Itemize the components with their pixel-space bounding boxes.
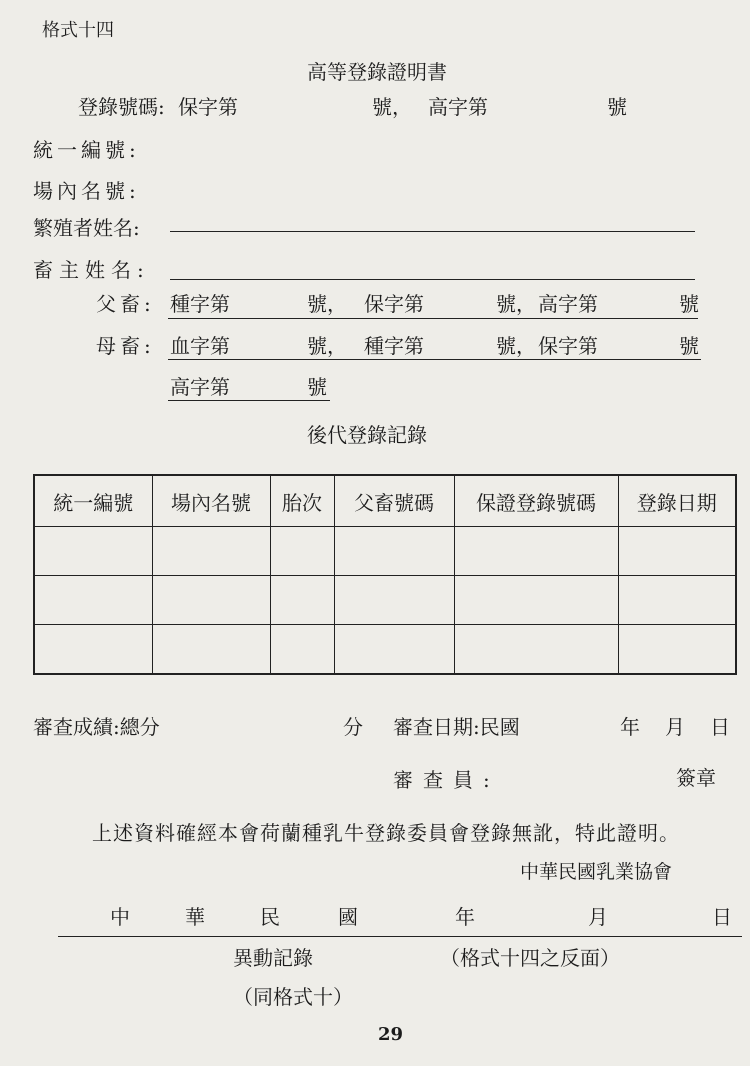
date-char-guo: 國 bbox=[338, 905, 358, 929]
dam-gao-prefix: 高字第 bbox=[170, 375, 230, 399]
change-record-label: 異動記錄 bbox=[233, 946, 313, 970]
review-score-label: 審查成績:總分 bbox=[33, 715, 160, 739]
offspring-header-row bbox=[34, 475, 736, 527]
table-cell bbox=[454, 527, 618, 576]
table-row bbox=[34, 527, 736, 576]
dam-label: 母畜: bbox=[96, 334, 155, 358]
table-cell bbox=[334, 576, 454, 625]
date-char-min: 民 bbox=[260, 905, 280, 929]
dam-bao-suffix: 號 bbox=[679, 334, 699, 358]
sire-zhong-prefix: 種字第 bbox=[170, 292, 230, 316]
dam-gao-line bbox=[168, 400, 330, 401]
owner-name-label: 畜主姓名: bbox=[33, 258, 150, 282]
registration-bao-prefix: 保字第 bbox=[178, 95, 238, 119]
sire-zhong-suffix: 號， bbox=[307, 292, 347, 316]
dam-line bbox=[168, 359, 701, 360]
table-cell bbox=[34, 527, 152, 576]
table-cell bbox=[270, 527, 334, 576]
association-name: 中華民國乳業協會 bbox=[520, 861, 673, 883]
table-cell bbox=[152, 527, 270, 576]
table-cell bbox=[34, 625, 152, 675]
sire-label: 父畜: bbox=[96, 292, 155, 316]
sire-bao-suffix: 號， bbox=[496, 292, 536, 316]
sire-gao-suffix: 號 bbox=[679, 292, 699, 316]
reverse-note: （格式十四之反面） bbox=[440, 946, 620, 970]
table-cell bbox=[618, 576, 736, 625]
dam-bao-prefix: 保字第 bbox=[538, 334, 598, 358]
registration-gao-prefix: 高字第 bbox=[428, 95, 488, 119]
table-cell bbox=[34, 576, 152, 625]
review-date-label: 審查日期:民國 bbox=[393, 715, 520, 739]
divider-line bbox=[58, 936, 742, 937]
dam-xue-suffix: 號， bbox=[307, 334, 347, 358]
table-cell bbox=[454, 625, 618, 675]
registration-gao-suffix: 號 bbox=[607, 95, 627, 119]
form-label: 格式十四 bbox=[42, 20, 114, 41]
farm-name-label: 場內名號: bbox=[33, 179, 140, 203]
dam-zhong-prefix: 種字第 bbox=[364, 334, 424, 358]
table-cell bbox=[618, 527, 736, 576]
same-format-note: （同格式十） bbox=[233, 985, 353, 1009]
sire-gao-prefix: 高字第 bbox=[538, 292, 598, 316]
col-registration-date: 登錄日期 bbox=[618, 475, 736, 527]
date-char-zhong: 中 bbox=[110, 905, 130, 929]
registration-label: 登錄號碼: bbox=[78, 95, 165, 119]
table-row bbox=[34, 576, 736, 625]
dam-xue-prefix: 血字第 bbox=[170, 334, 230, 358]
breeder-name-line bbox=[170, 231, 695, 232]
review-score-unit: 分 bbox=[343, 715, 363, 739]
sire-bao-prefix: 保字第 bbox=[364, 292, 424, 316]
table-cell bbox=[334, 527, 454, 576]
dam-zhong-suffix: 號， bbox=[496, 334, 536, 358]
table-cell bbox=[334, 625, 454, 675]
unified-number-label: 統一編號: bbox=[33, 138, 140, 162]
date-char-hua: 華 bbox=[185, 905, 205, 929]
dam-gao-suffix: 號 bbox=[307, 375, 327, 399]
registration-bao-suffix: 號， bbox=[372, 95, 412, 119]
certification-text: 上述資料確經本會荷蘭種乳牛登錄委員會登錄無訛，特此證明。 bbox=[92, 821, 680, 845]
col-farm-name: 場內名號 bbox=[152, 475, 270, 527]
review-date-month: 月 bbox=[665, 715, 685, 739]
date-year: 年 bbox=[455, 905, 475, 929]
breeder-name-label: 繁殖者姓名: bbox=[33, 216, 140, 240]
offspring-heading: 後代登錄記錄 bbox=[307, 423, 427, 447]
table-cell bbox=[270, 625, 334, 675]
table-cell bbox=[618, 625, 736, 675]
table-cell bbox=[152, 576, 270, 625]
table-cell bbox=[454, 576, 618, 625]
col-guarantee-number: 保證登錄號碼 bbox=[454, 475, 618, 527]
review-date-day: 日 bbox=[710, 715, 730, 739]
date-month: 月 bbox=[588, 905, 608, 929]
table-row bbox=[34, 625, 736, 675]
table-cell bbox=[270, 576, 334, 625]
page-number: 29 bbox=[378, 1024, 404, 1045]
col-unified-number: 統一編號 bbox=[34, 475, 152, 527]
reviewer-signature: 簽章 bbox=[676, 766, 716, 790]
owner-name-line bbox=[170, 279, 695, 280]
table-cell bbox=[152, 625, 270, 675]
date-day: 日 bbox=[712, 905, 732, 929]
page-title: 高等登錄證明書 bbox=[307, 60, 447, 84]
review-date-year: 年 bbox=[620, 715, 640, 739]
reviewer-label: 審查員: bbox=[393, 768, 500, 792]
offspring-table bbox=[33, 474, 737, 675]
col-sire-number: 父畜號碼 bbox=[334, 475, 454, 527]
col-parity: 胎次 bbox=[270, 475, 334, 527]
sire-line bbox=[168, 318, 698, 319]
